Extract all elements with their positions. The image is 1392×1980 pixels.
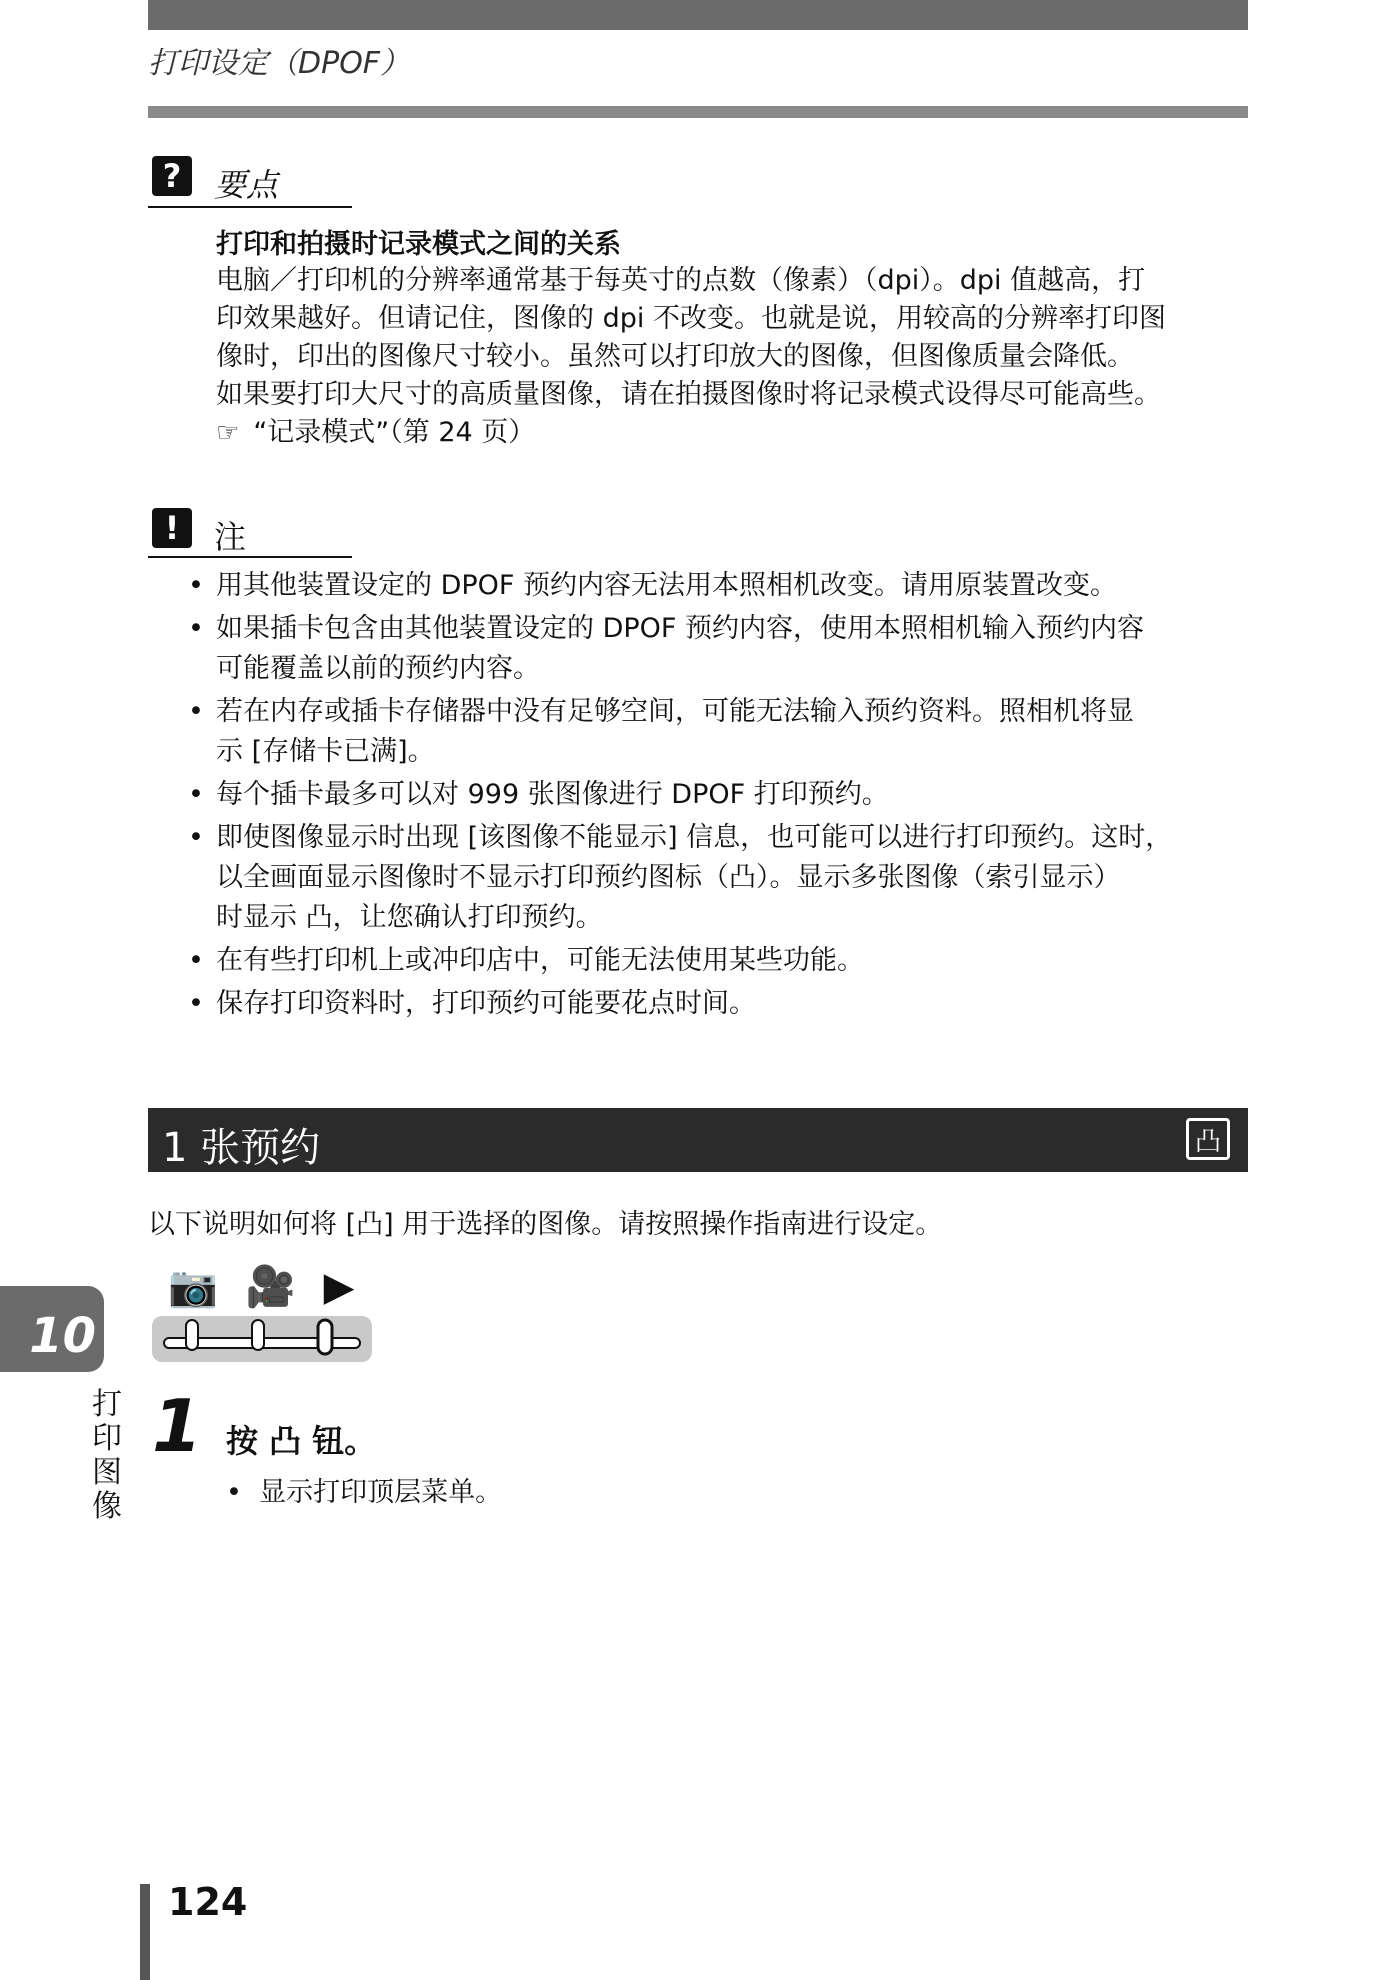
list-item: • 如果插卡包含由其他装置设定的 DPOF 预约内容，使用本照相机输入预约内容 可能覆盖以前的预约内容。 [188, 613, 1145, 684]
page-number-bar [140, 1884, 150, 1980]
tip-line: 印效果越好。但请记住，图像的 dpi 不改变。也就是说，用较高的分辨率打印图 [216, 303, 1166, 334]
list-item: • 在有些打印机上或冲印店中，可能无法使用某些功能。 [188, 945, 864, 976]
step-bullet: • 显示打印顶层菜单。 [226, 1477, 503, 1508]
mode-dial-panel [152, 1264, 372, 1368]
camera-icon: 📷 [168, 1264, 218, 1310]
play-icon: ▶ [323, 1264, 355, 1310]
movie-icon: 🎥 [245, 1264, 296, 1310]
tip-line: 电脑／打印机的分辨率通常基于每英寸的点数（像素）（dpi）。dpi 值越高，打 [216, 265, 1146, 296]
header-rule [148, 106, 1248, 118]
step-instruction: 按 凸 钮。 [226, 1422, 377, 1460]
section-title: 1 张预约 [162, 1125, 321, 1171]
tip-body [216, 262, 1256, 452]
list-item: • 每个插卡最多可以对 999 张图像进行 DPOF 打印预约。 [188, 779, 889, 810]
note-list [184, 566, 1256, 1027]
intro-text: 以下说明如何将 [凸] 用于选择的图像。请按照操作指南进行设定。 [148, 1209, 943, 1240]
tip-rule [148, 206, 352, 208]
list-item: • 保存打印资料时，打印预约可能要花点时间。 [188, 988, 756, 1019]
list-item: • 用其他装置设定的 DPOF 预约内容无法用本照相机改变。请用原装置改变。 [188, 570, 1118, 601]
list-item: • 若在内存或插卡存储器中没有足够空间，可能无法输入预约资料。照相机将显 示 [存储卡已满]。 [188, 696, 1134, 767]
print-icon: 凸 [1186, 1118, 1230, 1160]
chapter-number: 10 [29, 1308, 96, 1364]
page-header-title: 打印设定（DPOF） [148, 46, 411, 81]
step-number: 1 [152, 1384, 203, 1468]
tip-heading: 打印和拍摄时记录模式之间的关系 [216, 229, 621, 260]
tip-title: 要点 [214, 166, 279, 204]
exclamation-icon: ! [152, 508, 192, 548]
tip-line: 如果要打印大尺寸的高质量图像，请在拍摄图像时将记录模式设得尽可能高些。 [216, 379, 1161, 410]
mode-dial-icon [152, 1316, 372, 1362]
page-number: 124 [168, 1880, 248, 1924]
reference-icon: ☞ [216, 418, 238, 448]
note-rule [148, 556, 352, 558]
chapter-tab [0, 1286, 104, 1372]
section-banner [148, 1108, 1248, 1172]
note-title: 注 [214, 518, 247, 556]
tip-reference [216, 414, 1256, 452]
reference-text: “记录模式”（第 24 页） [253, 417, 536, 448]
list-item: • 即使图像显示时出现 [该图像不能显示] 信息，也可能可以进行打印预约。这时， 以全画面显示图像时不显示打印预约图标（凸）。显示多张图像（索引显示） 时显示 凸，让您确认打印预约。 [188, 822, 1173, 933]
tip-line: 像时，印出的图像尺寸较小。虽然可以打印放大的图像，但图像质量会降低。 [216, 341, 1134, 372]
header-bar [148, 0, 1248, 30]
chapter-label: 打印图像 [92, 1387, 122, 1524]
question-icon: ? [152, 156, 192, 196]
